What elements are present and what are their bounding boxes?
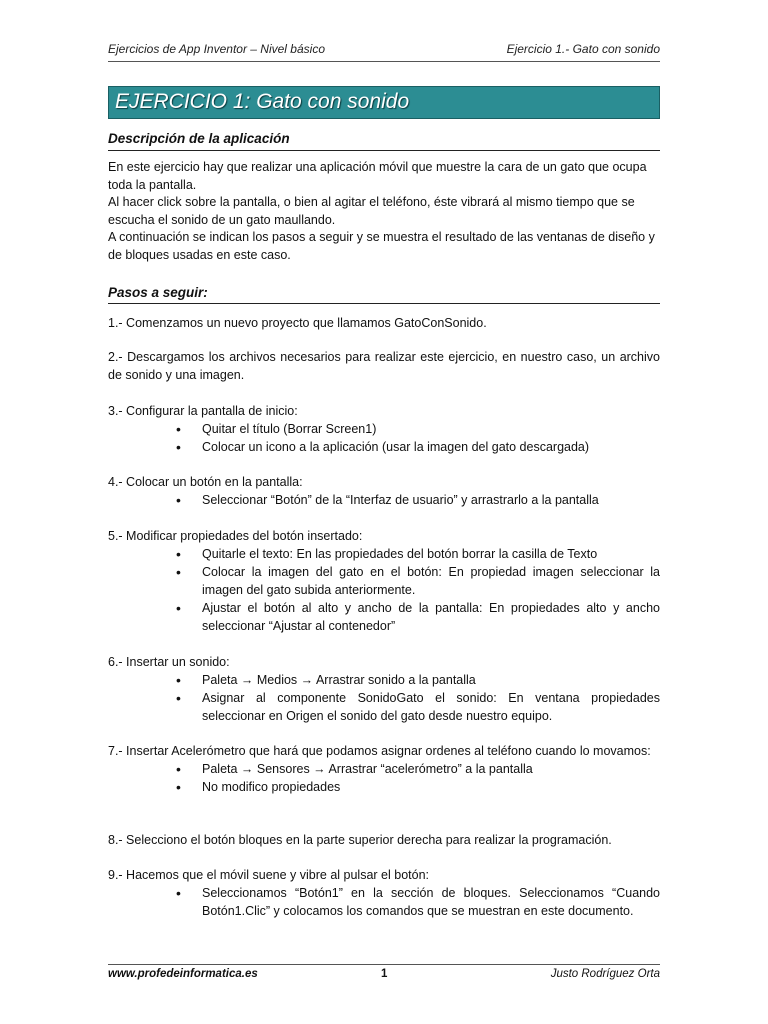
steps-rule — [108, 303, 660, 304]
description-paragraph: A continuación se indican los pasos a seguir y se muestra el resultado de las ventanas de diseño y de bloques usadas en este caso. — [108, 230, 655, 262]
step-text: 8.- Selecciono el botón bloques en la parte superior derecha para realizar la programación. — [108, 833, 612, 847]
steps-heading: Pasos a seguir: — [108, 285, 208, 300]
list-item: • Paleta → Medios → Arrastrar sonido a la pantalla — [108, 671, 660, 689]
step-9 — [108, 866, 660, 920]
step-bullets — [108, 545, 660, 635]
list-item: • Seleccionar “Botón” de la “Interfaz de usuario” y arrastrarlo a la pantalla — [108, 491, 660, 509]
step-5 — [108, 527, 660, 635]
step-1 — [108, 314, 660, 332]
step-7 — [108, 742, 660, 796]
step-bullets — [108, 491, 660, 509]
step-bullets — [108, 760, 660, 796]
header-left: Ejercicios de App Inventor – Nivel básico — [108, 42, 325, 56]
step-8 — [108, 831, 660, 849]
footer-author: Justo Rodríguez Orta — [550, 968, 660, 980]
step-text: 9.- Hacemos que el móvil suene y vibre al pulsar el botón: — [108, 868, 429, 882]
description-rule — [108, 150, 660, 151]
page-number: 1 — [381, 968, 388, 980]
step-4 — [108, 473, 660, 509]
list-item: • Colocar la imagen del gato en el botón: En propiedad imagen seleccionar la imagen del gato subida anteriormente. — [108, 563, 660, 599]
step-3 — [108, 402, 660, 456]
header-right: Ejercicio 1.- Gato con sonido — [506, 42, 660, 56]
step-text: 7.- Insertar Acelerómetro que hará que podamos asignar ordenes al teléfono cuando lo movamos: — [108, 744, 651, 758]
list-item: • Ajustar el botón al alto y ancho de la pantalla: En propiedades alto y ancho seleccionar “Ajustar al contenedor” — [108, 599, 660, 635]
description-paragraph: Al hacer click sobre la pantalla, o bien al agitar el teléfono, éste vibrará al mismo tiempo que se escucha el sonido de un gato maullando. — [108, 195, 635, 227]
list-item: • Quitarle el texto: En las propiedades del botón borrar la casilla de Texto — [108, 545, 660, 563]
step-bullets — [108, 671, 660, 725]
step-text: 4.- Colocar un botón en la pantalla: — [108, 475, 303, 489]
step-6 — [108, 653, 660, 725]
step-2 — [108, 348, 660, 384]
description-paragraph: En este ejercicio hay que realizar una aplicación móvil que muestre la cara de un gato que ocupa toda la pantalla. — [108, 160, 647, 192]
step-text: 3.- Configurar la pantalla de inicio: — [108, 404, 298, 418]
list-item: • Colocar un icono a la aplicación (usar la imagen del gato descargada) — [108, 438, 660, 456]
list-item: • Paleta → Sensores → Arrastrar “acelerómetro” a la pantalla — [108, 760, 660, 778]
page-title: EJERCICIO 1: Gato con sonido — [115, 90, 410, 113]
step-bullets — [108, 420, 660, 456]
list-item: • No modifico propiedades — [108, 778, 660, 796]
step-bullets — [108, 884, 660, 920]
footer-website: www.profedeinformatica.es — [108, 968, 258, 980]
step-text: 1.- Comenzamos un nuevo proyecto que llamamos GatoConSonido. — [108, 316, 487, 330]
step-text: 6.- Insertar un sonido: — [108, 655, 230, 669]
list-item: • Quitar el título (Borrar Screen1) — [108, 420, 660, 438]
title-banner — [108, 86, 660, 119]
header-rule — [108, 61, 660, 62]
list-item: • Asignar al componente SonidoGato el sonido: En ventana propiedades seleccionar en Origen el sonido del gato desde nuestro equipo. — [108, 689, 660, 725]
list-item: • Seleccionamos “Botón1” en la sección de bloques. Seleccionamos “Cuando Botón1.Clic” y colocamos los comandos que se muestran en este documento. — [108, 884, 660, 920]
step-text: 5.- Modificar propiedades del botón insertado: — [108, 529, 363, 543]
document-page — [108, 0, 660, 1024]
step-text: 2.- Descargamos los archivos necesarios para realizar este ejercicio, en nuestro caso, un archivo de sonido y una imagen. — [108, 350, 660, 382]
description-heading: Descripción de la aplicación — [108, 131, 290, 146]
footer-rule — [108, 964, 660, 965]
description-text — [108, 159, 660, 264]
